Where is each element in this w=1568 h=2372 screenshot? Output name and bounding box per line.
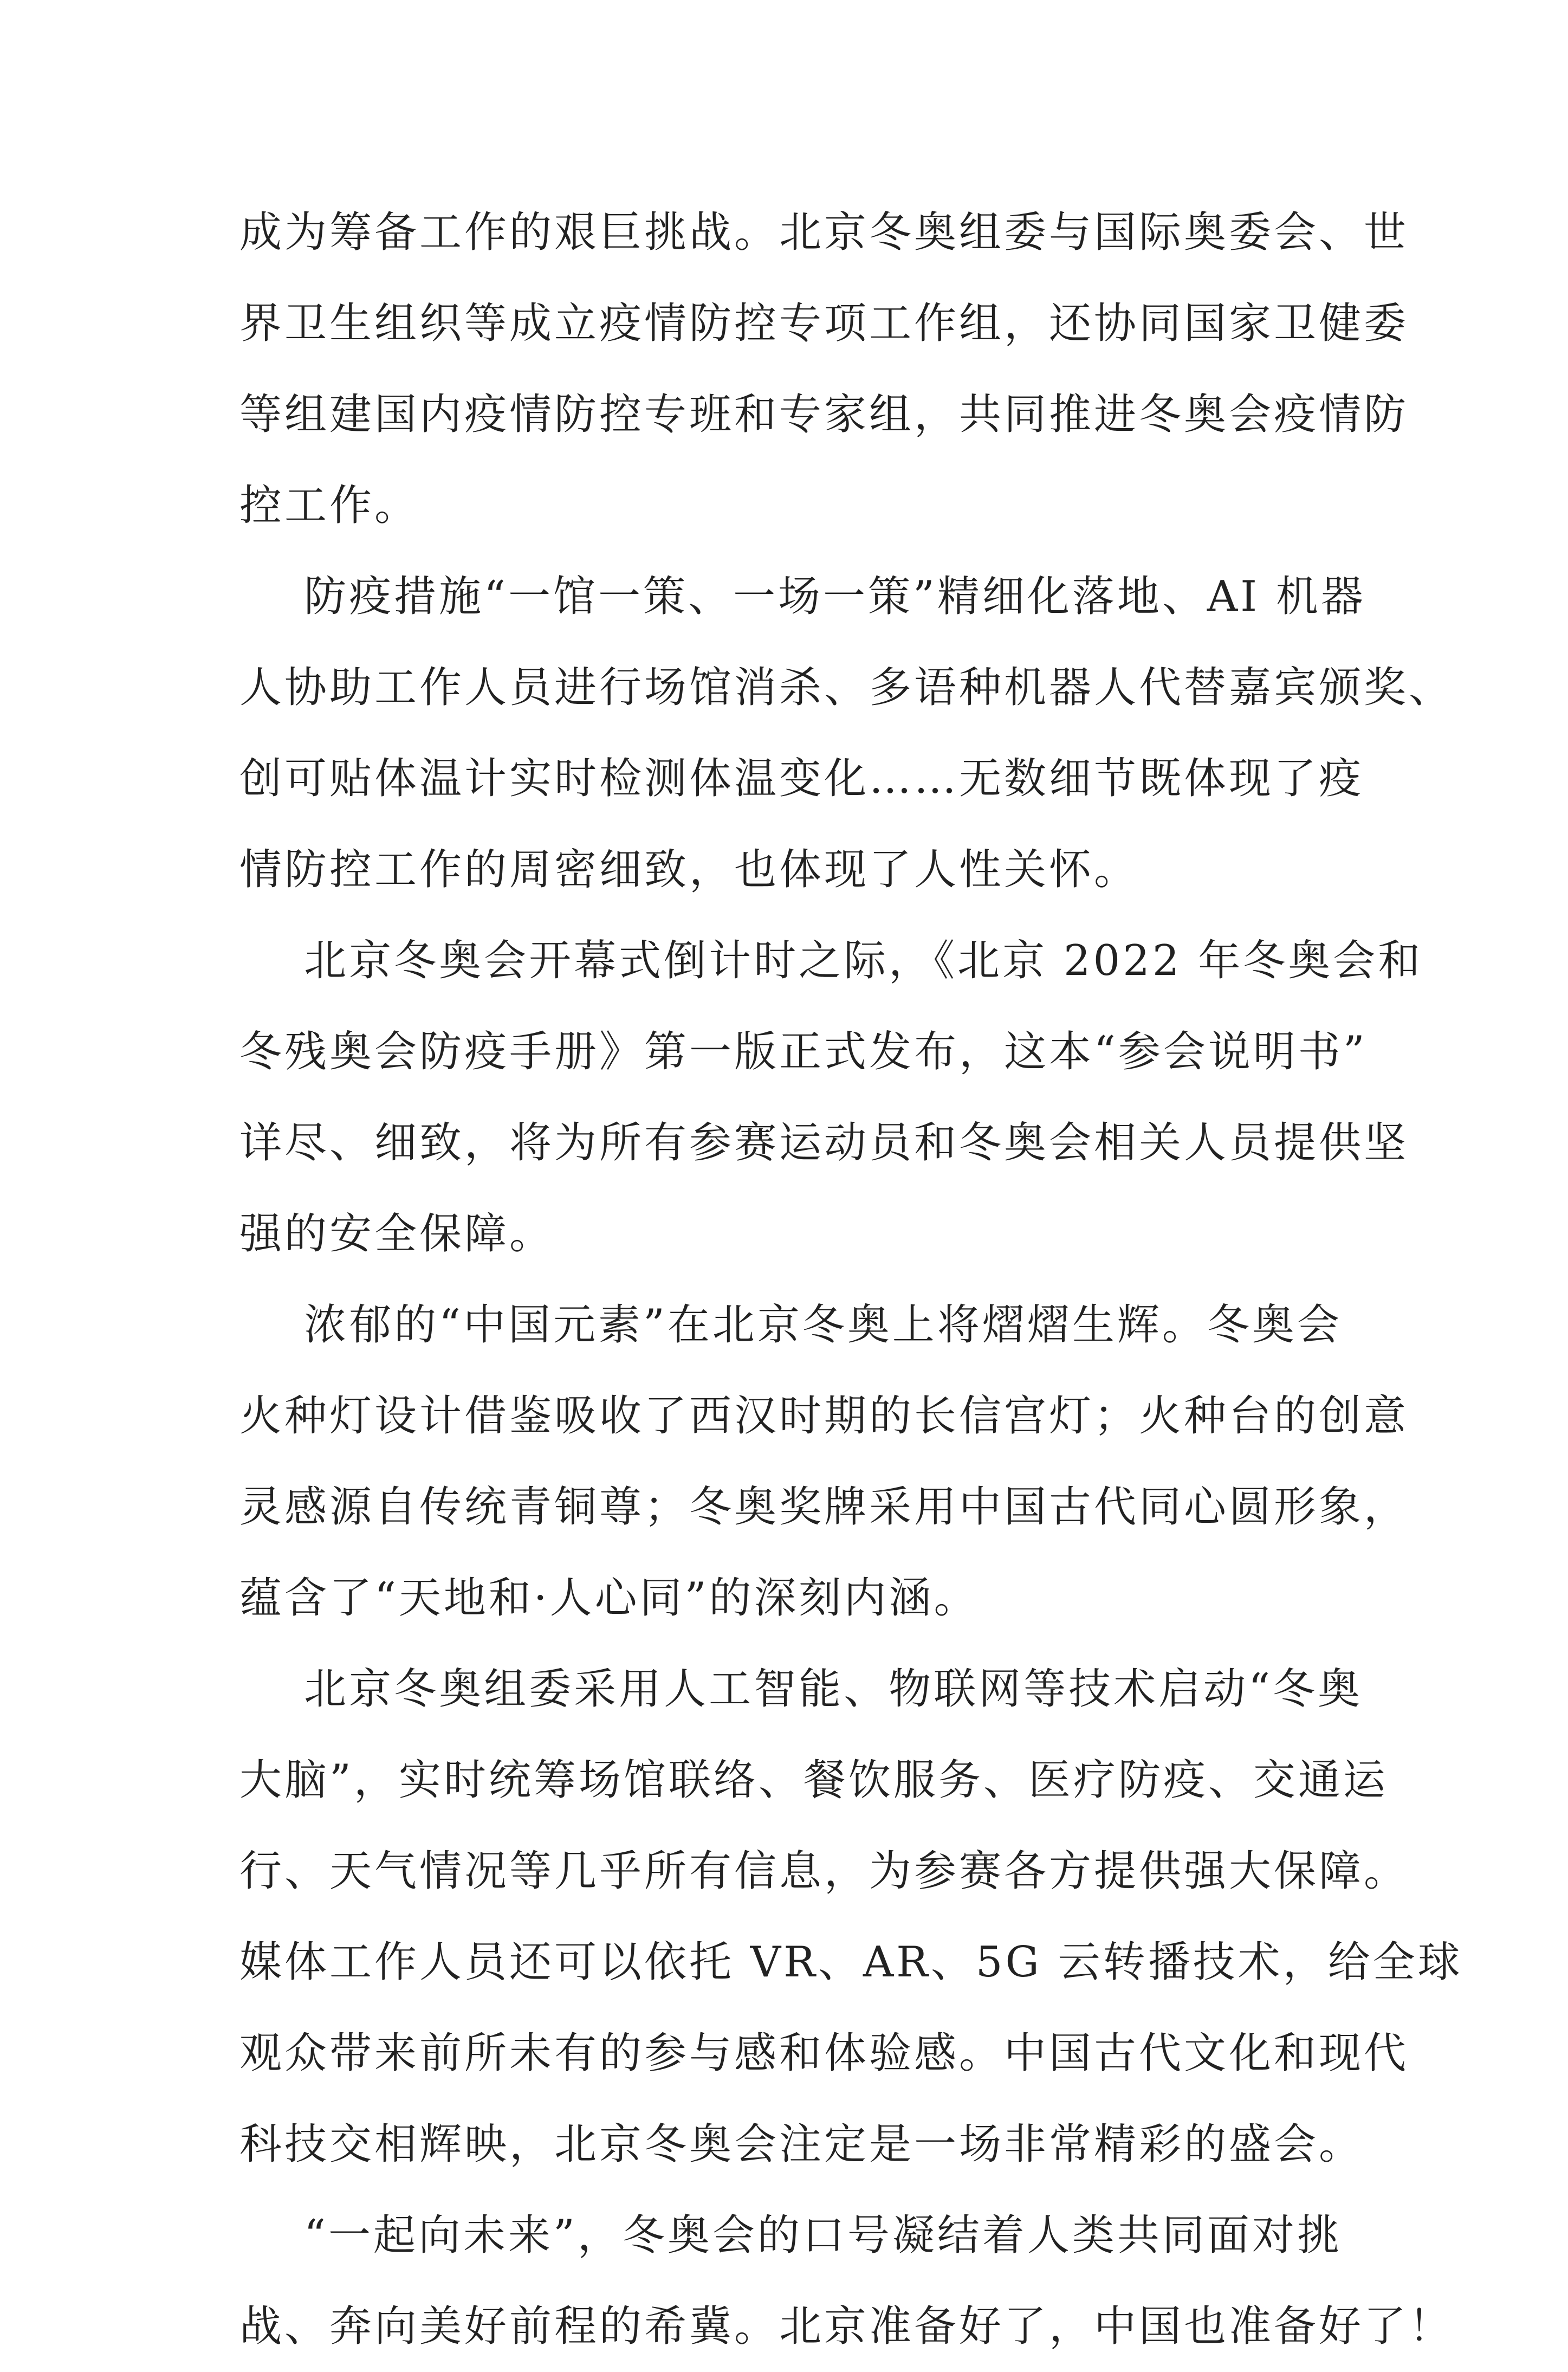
text-line: 界卫生组织等成立疫情防控专项工作组，还协同国家卫健委 [239, 299, 1409, 348]
text-line: 详尽、细致，将为所有参赛运动员和冬奥会相关人员提供坚 [239, 1119, 1409, 1167]
text-line: 战、奔向美好前程的希冀。北京准备好了，中国也准备好了！ [239, 2302, 1454, 2351]
text-line: 人协助工作人员进行场馆消杀、多语种机器人代替嘉宾颁奖、 [239, 663, 1454, 712]
text-line: 媒体工作人员还可以依托 VR、AR、5G 云转播技术，给全球 [239, 1938, 1463, 1987]
text-line: 控工作。 [239, 481, 420, 530]
text-line: 成为筹备工作的艰巨挑战。北京冬奥组委与国际奥委会、世 [239, 208, 1409, 257]
text-line: “一起向未来”，冬奥会的口号凝结着人类共同面对挑 [239, 2211, 1342, 2260]
text-line: 灵感源自传统青铜尊；冬奥奖牌采用中国古代同心圆形象， [239, 1483, 1409, 1531]
text-line: 浓郁的“中国元素”在北京冬奥上将熠熠生辉。冬奥会 [239, 1301, 1342, 1349]
text-line: 行、天气情况等几乎所有信息，为参赛各方提供强大保障。 [239, 1847, 1409, 1896]
body-text [239, 187, 1463, 2372]
text-line: 等组建国内疫情防控专班和专家组，共同推进冬奥会疫情防 [239, 390, 1409, 439]
text-line: 火种灯设计借鉴吸收了西汉时期的长信宫灯；火种台的创意 [239, 1392, 1409, 1440]
text-line: 北京冬奥会开幕式倒计时之际，《北京 2022 年冬奥会和 [239, 936, 1423, 985]
text-line: 科技交相辉映，北京冬奥会注定是一场非常精彩的盛会。 [239, 2120, 1364, 2169]
text-line: 强的安全保障。 [239, 1210, 555, 1258]
text-line: 情防控工作的周密细致，也体现了人性关怀。 [239, 845, 1139, 894]
text-line: 大脑”，实时统筹场馆联络、餐饮服务、医疗防疫、交通运 [239, 1756, 1388, 1805]
text-line: 防疫措施“一馆一策、一场一策”精细化落地、AI 机器 [239, 572, 1366, 621]
text-line: 观众带来前所未有的参与感和体验感。中国古代文化和现代 [239, 2029, 1409, 2078]
text-line: 冬残奥会防疫手册》第一版正式发布，这本“参会说明书” [239, 1027, 1368, 1076]
text-line: 北京冬奥组委采用人工智能、物联网等技术启动“冬奥 [239, 1665, 1363, 1714]
text-line: 创可贴体温计实时检测体温变化……无数细节既体现了疫 [239, 754, 1364, 803]
text-line: 蕴含了“天地和·人心同”的深刻内涵。 [239, 1574, 979, 1623]
